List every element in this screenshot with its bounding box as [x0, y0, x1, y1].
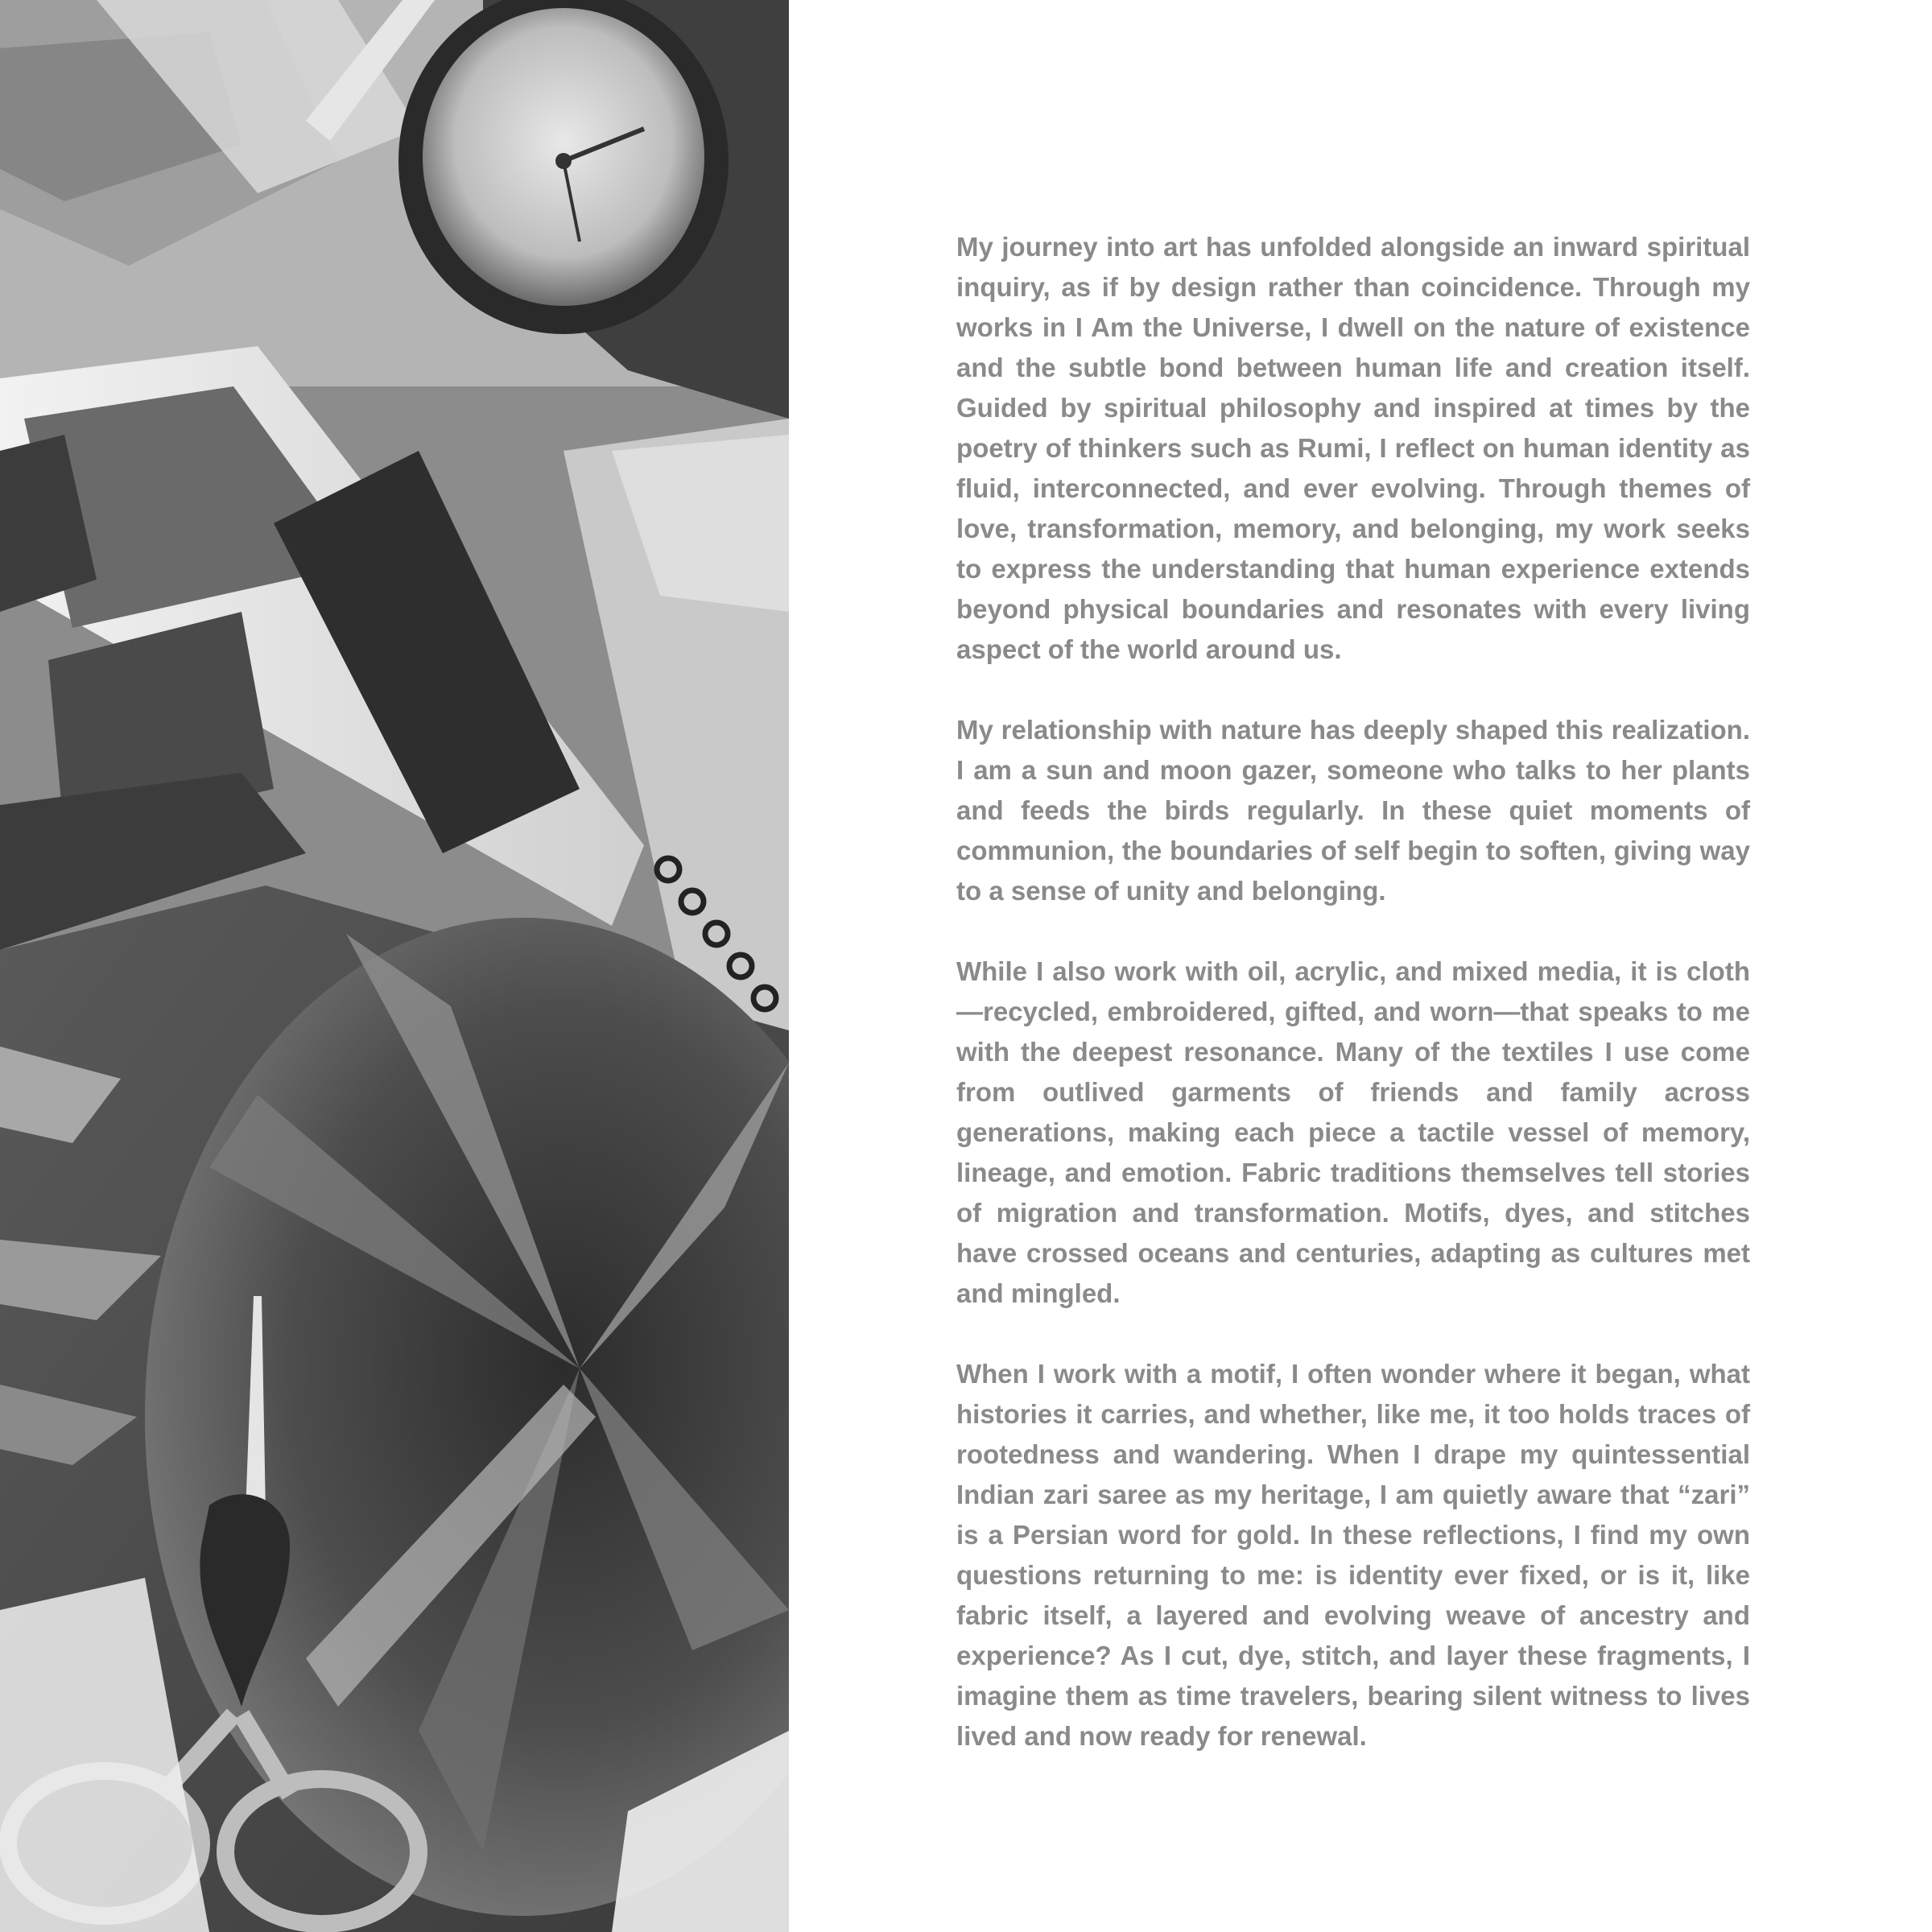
photo-illustration: [0, 0, 789, 1932]
paragraph-2: My relationship with nature has deeply shaped this realization. I am a sun and moon gazer, someone who talks to her plants and feeds the birds regularly. In these quiet moments of communion, the boundaries of self begin to soften, giving way to a sense of unity and belonging.: [956, 715, 1750, 906]
artist-statement: [956, 227, 1750, 1797]
collage-materials-photo: [0, 0, 789, 1932]
paragraph-3: While I also work with oil, acrylic, and mixed media, it is cloth—recycled, embroidered, gifted, and worn—that speaks to me with the deepest resonance. Many of the textiles I use come from outlived garments of friends and family across generations, making each piece a tactile vessel of memory, lineage, and emotion. Fabric traditions themselves tell stories of migration and transformation. Motifs, dyes, and stitches have crossed oceans and centuries, adapting as cultures met and mingled.: [956, 956, 1750, 1308]
paragraph-1: My journey into art has unfolded alongside an inward spiritual inquiry, as if by design rather than coincidence. Through my works in I Am the Universe, I dwell on the nature of existence and the subtle bond between human life and creation itself. Guided by spiritual philosophy and inspired at times by the poetry of thinkers such as Rumi, I reflect on human identity as fluid, interconnected, and ever evolving. Through themes of love, transformation, memory, and belonging, my work seeks to express the understanding that human experience extends beyond physical boundaries and resonates with every living aspect of the world around us.: [956, 232, 1750, 664]
paragraph-4: When I work with a motif, I often wonder where it began, what histories it carries, and whether, like me, it too holds traces of rootedness and wandering. When I drape my quintessential Indian zari saree as my heritage, I am quietly aware that “zari” is a Persian word for gold. In these reflections, I find my own questions returning to me: is identity ever fixed, or is it, like fabric itself, a layered and evolving weave of ancestry and experience? As I cut, dye, stitch, and layer these fragments, I imagine them as time travelers, bearing silent witness to lives lived and now ready for renewal.: [956, 1359, 1750, 1751]
